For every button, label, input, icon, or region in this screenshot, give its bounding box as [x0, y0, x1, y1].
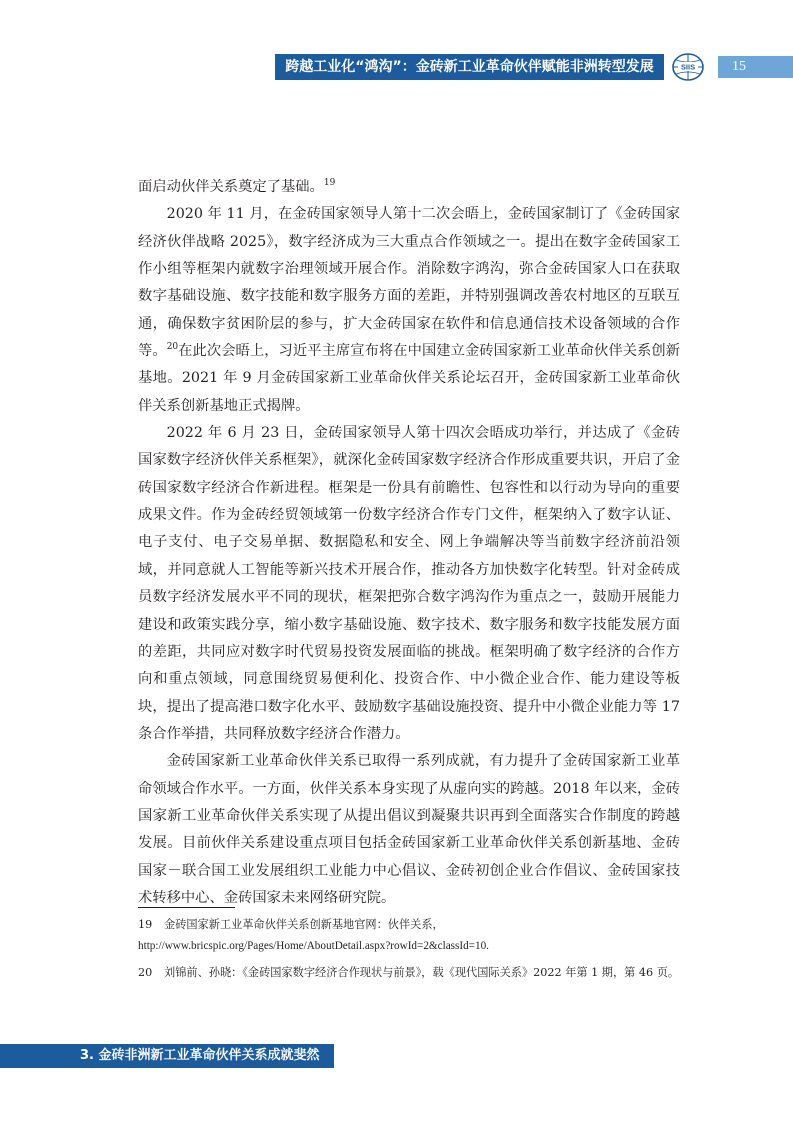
footnote-text: 金砖国家新工业革命伙伴关系创新基地官网：伙伴关系， [164, 918, 444, 931]
paragraph-2-part-a: 2020 年 11 月，在金砖国家领导人第十二次会晤上，金砖国家制订了《金砖国家经济伙伴战略 2025》，数字经济成为三大重点合作领域之一。提出在数字金砖国家工作小组等框架内就数字治理领域开展合作。消除数字鸿沟，弥合金砖国家人口在获取数字基础设施、数字技能和数字服务方面的差距，并特别强调改善农村地区的互联互通，确保数字贫困阶层的参与，扩大金砖国家在软件和信息通信技术设备领域的合作等。 [138, 206, 680, 360]
running-header-title: 跨越工业化“鸿沟”：金砖新工业革命伙伴赋能非洲转型发展 [275, 54, 664, 80]
logo-text: SIIS [680, 62, 696, 72]
footnote-ref-19: 19 [323, 178, 336, 188]
footnote-url: http://www.bricspic.org/Pages/Home/AboutDetail.aspx?rowId=2&classId=10. [138, 940, 489, 952]
paragraph-1-text: 面启动伙伴关系奠定了基础。 [138, 179, 324, 195]
footnote-19 [138, 914, 680, 957]
siis-logo [671, 51, 705, 83]
footnote-number: 19 [138, 918, 153, 931]
paragraph-4: 金砖国家新工业革命伙伴关系已取得一系列成就，有力提升了金砖国家新工业革命领域合作水平。一方面，伙伴关系本身实现了从虚向实的跨越。2018 年以来，金砖国家新工业革命伙伴关系实现了从提出倡议到凝聚共识再到全面落实合作制度的跨越发展。目前伙伴关系建设重点项目包括金砖国家新工业革命伙伴关系创新基地、金砖国家－联合国工业发展组织工业能力中心倡议、金砖初创企业合作倡议、金砖国家技术转移中心、金砖国家未来网络研究院。 [138, 753, 680, 906]
page-number: 15 [718, 56, 793, 78]
footnote-separator [138, 907, 235, 908]
footnote-number: 20 [138, 966, 153, 979]
paragraph-2-part-b: 在此次会晤上，习近平主席宣布将在中国建立金砖国家新工业革命伙伴关系创新基地。2021 年 9 月金砖国家新工业革命伙伴关系论坛召开，金砖国家新工业革命伙伴关系创新基地正式揭牌。 [138, 343, 681, 414]
footnote-text: 刘锦前、孙晓：《金砖国家数字经济合作现状与前景》，载《现代国际关系》2022 年第 1 期，第 46 页。 [164, 966, 680, 979]
footnote-ref-20: 20 [166, 342, 179, 353]
paragraph-2 [138, 201, 680, 420]
paragraph-3: 2022 年 6 月 23 日，金砖国家领导人第十四次会晤成功举行，并达成了《金砖国家数字经济伙伴关系框架》，就深化金砖国家数字经济合作形成重要共识，开启了金砖国家数字经济合作新进程。框架是一份具有前瞻性、包容性和以行动为导向的重要成果文件。作为金砖经贸领域第一份数字经济合作专门文件，框架纳入了数字认证、电子支付、电子交易单据、数据隐私和安全、网上争端解决等当前数字经济前沿领域，并同意就人工智能等新兴技术开展合作，推动各方加快数字化转型。针对金砖成员数字经济发展水平不同的现状，框架把弥合数字鸿沟作为重点之一，鼓励开展能力建设和政策实践分享，缩小数字基础设施、数字技术、数字服务和数字技能发展方面的差距，共同应对数字时代贸易投资发展面临的挑战。框架明确了数字经济的合作方向和重点领域，同意围绕贸易便利化、投资合作、中小微企业合作、能力建设等板块，提出了提高港口数字化水平、鼓励数字基础设施投资、提升中小微企业能力等 17 条合作举措，共同释放数字经济合作潜力。 [138, 425, 680, 742]
footnotes [138, 914, 680, 988]
footnote-20 [138, 962, 680, 983]
paragraph-1 [138, 174, 680, 201]
section-footer-title: 3. 金砖非洲新工业革命伙伴关系成就斐然 [0, 1044, 334, 1068]
main-body-text [138, 174, 680, 912]
